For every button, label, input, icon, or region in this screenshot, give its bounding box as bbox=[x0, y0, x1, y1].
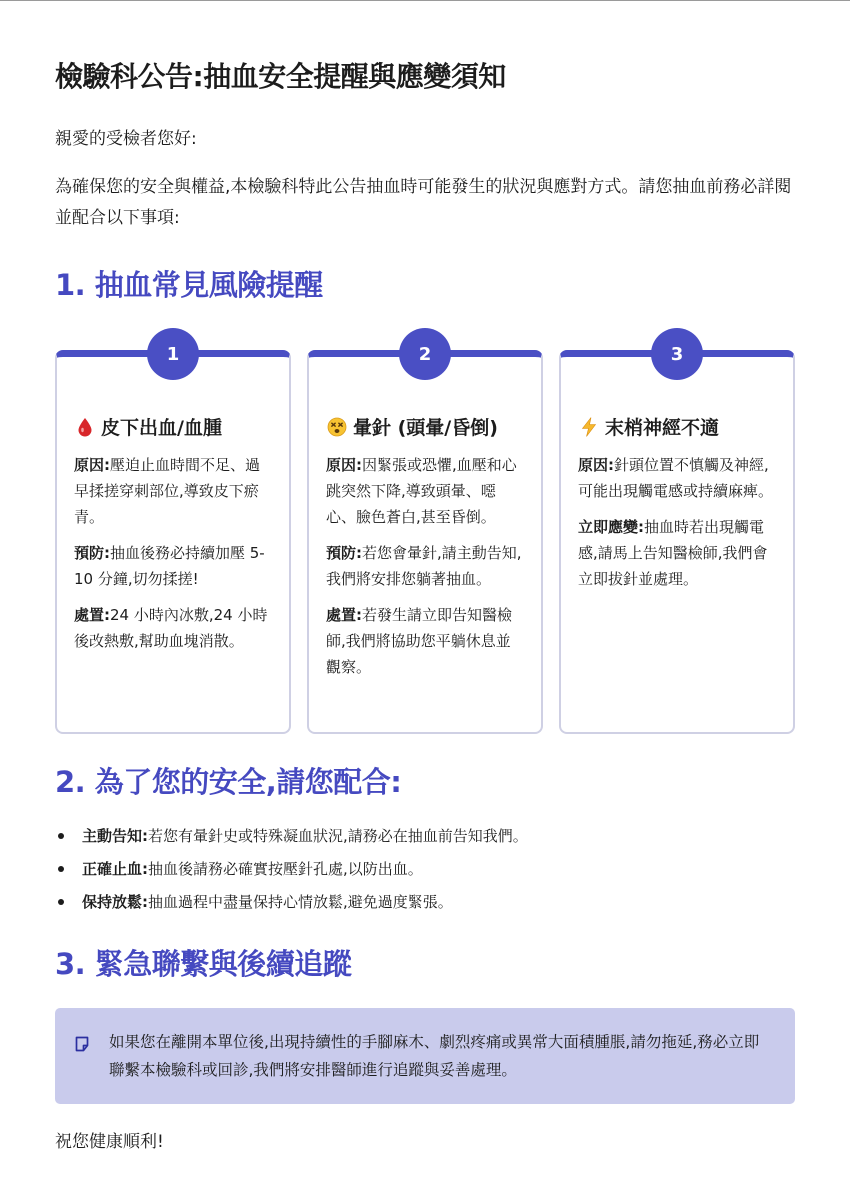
risk-card-fainting bbox=[307, 343, 543, 734]
lightning-icon bbox=[578, 416, 600, 438]
page-title: 檢驗科公告:抽血安全提醒與應變須知 bbox=[55, 60, 506, 93]
note-icon bbox=[74, 1033, 90, 1049]
card-treatment: 處置:若發生請立即告知醫檢師,我們將協助您平躺休息並觀察。 bbox=[326, 606, 513, 676]
card-title bbox=[326, 413, 525, 440]
section-heading-cooperation: 2. 為了您的安全,請您配合: bbox=[55, 765, 402, 799]
card-prevention: 預防:若您會暈針,請主動告知,我們將安排您躺著抽血。 bbox=[326, 544, 522, 588]
risk-card-bruising bbox=[55, 343, 291, 734]
list-item: 主動告知:若您有暈針史或特殊凝血狀況,請務必在抽血前告知我們。 bbox=[55, 826, 795, 846]
card-title bbox=[578, 413, 777, 440]
emergency-notice-box bbox=[55, 1008, 795, 1104]
section-heading-emergency: 3. 緊急聯繫與後續追蹤 bbox=[55, 947, 352, 981]
card-number-badge: 3 bbox=[651, 328, 703, 380]
card-number-badge: 1 bbox=[147, 328, 199, 380]
section-heading-risks: 1. 抽血常見風險提醒 bbox=[55, 268, 323, 302]
notice-text: 如果您在離開本單位後,出現持續性的手腳麻木、劇烈疼痛或異常大面積腫脹,請勿拖延,務必立即聯繫本檢驗科或回診,我們將安排醫師進行追蹤與妥善處理。 bbox=[109, 1033, 760, 1079]
dizzy-face-icon bbox=[326, 416, 348, 438]
card-immediate-response: 立即應變:抽血時若出現觸電感,請馬上告知醫檢師,我們會立即拔針並處理。 bbox=[578, 518, 768, 588]
intro-paragraph: 為確保您的安全與權益,本檢驗科特此公告抽血時可能發生的狀況與應對方式。請您抽血前務必詳閱並配合以下事項: bbox=[55, 177, 792, 228]
card-number-badge: 2 bbox=[399, 328, 451, 380]
greeting: 親愛的受檢者您好: bbox=[55, 129, 197, 149]
card-title bbox=[74, 413, 273, 440]
card-title-text: 暈針 (頭暈/昏倒) bbox=[353, 417, 498, 439]
bullet-dot bbox=[58, 866, 64, 872]
top-rule bbox=[0, 0, 850, 1]
card-treatment: 處置:24 小時內冰敷,24 小時後改熱敷,幫助血塊消散。 bbox=[74, 606, 268, 650]
card-cause: 原因:因緊張或恐懼,血壓和心跳突然下降,導致頭暈、噁心、臉色蒼白,甚至昏倒。 bbox=[326, 456, 517, 526]
risk-cards bbox=[55, 328, 795, 734]
cooperation-list bbox=[55, 826, 795, 925]
card-prevention: 預防:抽血後務必持續加壓 5-10 分鐘,切勿揉搓! bbox=[74, 544, 265, 588]
bullet-dot bbox=[58, 833, 64, 839]
closing-line: 祝您健康順利! bbox=[55, 1132, 164, 1152]
card-title-text: 皮下出血/血腫 bbox=[101, 417, 222, 439]
blood-drop-icon bbox=[74, 416, 96, 438]
card-cause: 原因:針頭位置不慎觸及神經,可能出現觸電感或持續麻痺。 bbox=[578, 456, 774, 500]
risk-card-nerve bbox=[559, 343, 795, 734]
card-title-text: 末梢神經不適 bbox=[605, 417, 720, 439]
list-item: 正確止血:抽血後請務必確實按壓針孔處,以防出血。 bbox=[55, 859, 795, 879]
list-item: 保持放鬆:抽血過程中盡量保持心情放鬆,避免過度緊張。 bbox=[55, 892, 795, 912]
card-cause: 原因:壓迫止血時間不足、過早揉搓穿刺部位,導致皮下瘀青。 bbox=[74, 456, 261, 526]
bullet-dot bbox=[58, 899, 64, 905]
